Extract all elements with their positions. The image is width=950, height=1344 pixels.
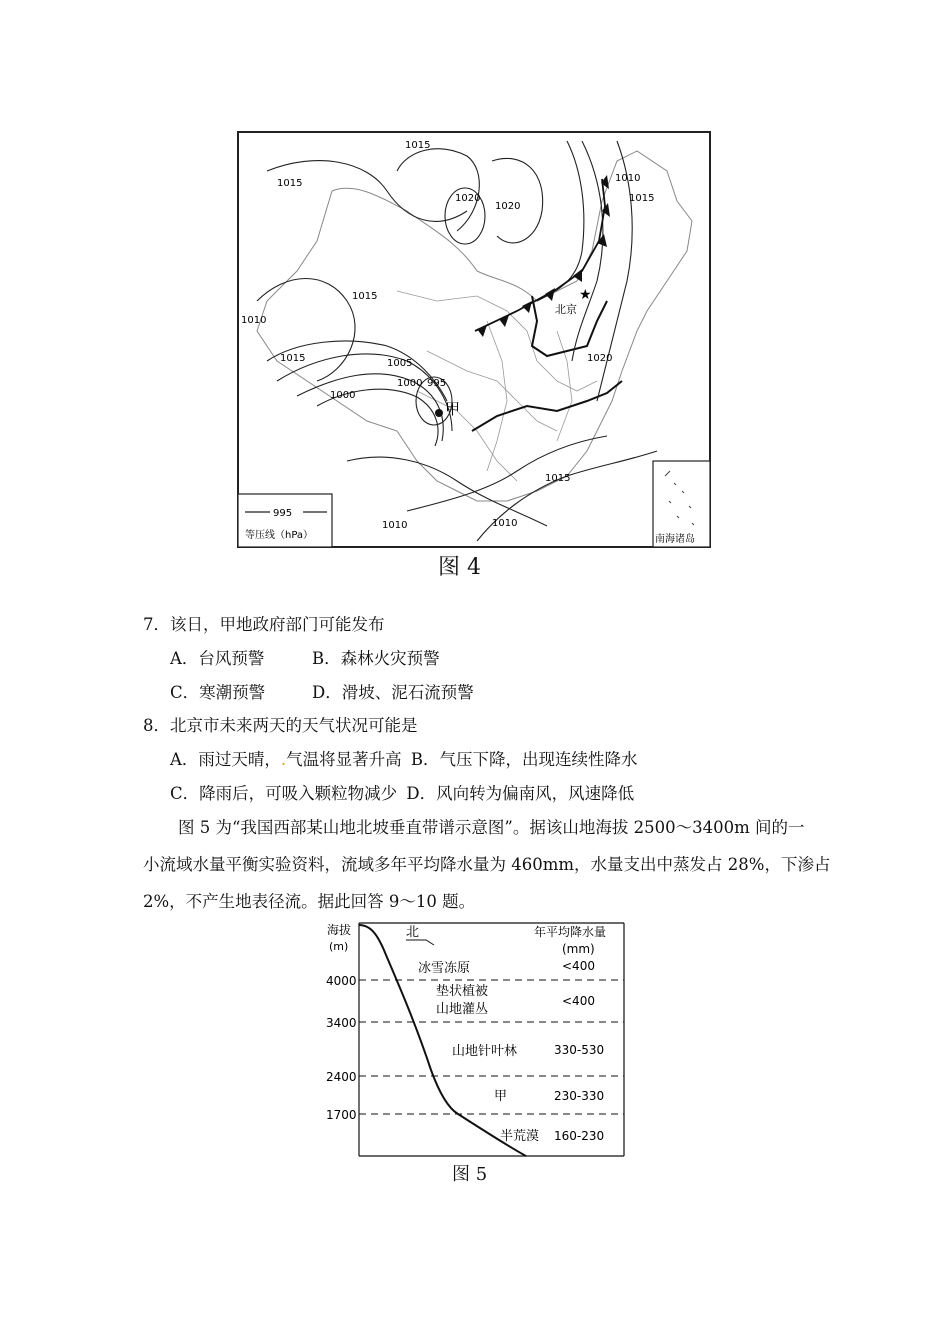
precip-header: 年平均降水量 — [534, 925, 607, 939]
isobar-label: 1020 — [495, 201, 521, 212]
zone-name: 半荒漠 — [500, 1129, 540, 1144]
isobar-label: 1020 — [587, 353, 613, 364]
question-7-option-b: B．森林火灾预警 — [312, 649, 440, 668]
isobar-label: 1015 — [352, 291, 378, 302]
isobar-label: 1015 — [405, 140, 431, 151]
question-8-stem: 8．北京市未来两天的天气状况可能是 — [143, 716, 418, 735]
paragraph-line-1: 图 5 为“我国西部某山地北坡垂直带谱示意图”。据该山地海拔 2500～3400m 间的一 — [178, 818, 805, 837]
zone-precip: <400 — [562, 959, 595, 973]
isobar-label: 995 — [427, 378, 447, 389]
altitude-tick: 2400 — [326, 1070, 357, 1084]
question-7-option-d: D．滑坡、泥石流预警 — [312, 683, 474, 702]
zone-precip: 160-230 — [554, 1129, 605, 1143]
isobar-label: 1015 — [280, 353, 306, 364]
figure-5-vertical-zones — [326, 920, 626, 1158]
zone-precip: 230-330 — [554, 1089, 605, 1103]
weather-map-svg — [237, 131, 711, 548]
north-arrow-icon — [406, 940, 434, 945]
isobar-label: 1015 — [545, 473, 571, 484]
question-8-option-c: C．降雨后，可吸入颗粒物减少 — [170, 784, 398, 803]
isobar-label: 1015 — [277, 178, 303, 189]
north-label: 北 — [406, 925, 420, 940]
beijing-label: 北京 — [555, 303, 577, 316]
figure-4-weather-map — [237, 131, 711, 548]
zone-name: 甲 — [494, 1089, 508, 1104]
zone-precip: <400 — [562, 994, 595, 1008]
y-axis-unit: (m) — [329, 940, 349, 953]
question-7-stem: 7．该日，甲地政府部门可能发布 — [143, 615, 385, 634]
paragraph-line-2: 小流域水量平衡实验资料，流域多年平均降水量为 460mm，水量支出中蒸发占 28%，下渗占 — [143, 855, 831, 874]
altitude-tick: 1700 — [326, 1108, 357, 1122]
figure-4-caption: 图 4 — [438, 555, 481, 580]
question-8-option-b: B．气压下降，出现连续性降水 — [410, 750, 638, 769]
isobar-label: 1000 — [397, 378, 423, 389]
isobar-label: 1010 — [241, 315, 267, 326]
altitude-tick: 3400 — [326, 1016, 357, 1030]
isobar-label: 1015 — [629, 193, 655, 204]
beijing-star-icon: ★ — [579, 287, 592, 303]
inset-label: 南海诸岛 — [655, 534, 695, 545]
vertical-zones-svg — [326, 920, 626, 1158]
question-8-option-a: A．雨过天晴，.气温将显著升高 — [170, 750, 402, 769]
zone-name: 垫状植被 — [436, 984, 489, 999]
y-axis-title: 海拔 — [327, 923, 352, 937]
point-jia-marker — [435, 409, 443, 417]
zone-precip: 330-530 — [554, 1043, 605, 1057]
isobar-label: 1005 — [387, 358, 413, 369]
question-8-options-ab — [170, 746, 638, 770]
question-7-option-a: A．台风预警 — [170, 649, 265, 668]
question-7-option-c: C．寒潮预警 — [170, 683, 266, 702]
figure-5-caption: 图 5 — [452, 1164, 488, 1185]
zone-name-2: 山地灌丛 — [436, 1002, 489, 1017]
isobar-label: 1010 — [382, 520, 408, 531]
slope-profile — [359, 925, 526, 1156]
legend-value: 995 — [273, 508, 293, 519]
legend-label: 等压线（hPa） — [245, 530, 314, 541]
isobar-label: 1010 — [492, 518, 518, 529]
point-jia-label: 甲 — [445, 400, 461, 418]
paragraph-line-3: 2%，不产生地表径流。据此回答 9～10 题。 — [143, 892, 476, 911]
isobar-label: 1010 — [615, 173, 641, 184]
question-8-options-cd — [170, 780, 634, 804]
precip-unit: (mm) — [562, 942, 595, 956]
question-8-option-d: D．风向转为偏南风，风速降低 — [406, 784, 635, 803]
altitude-tick: 4000 — [326, 974, 357, 988]
isobar-label: 1020 — [455, 193, 481, 204]
zone-name: 冰雪冻原 — [418, 961, 471, 976]
zone-name: 山地针叶林 — [452, 1044, 518, 1059]
stray-dot: . — [280, 750, 287, 769]
isobar-label: 1000 — [330, 390, 356, 401]
